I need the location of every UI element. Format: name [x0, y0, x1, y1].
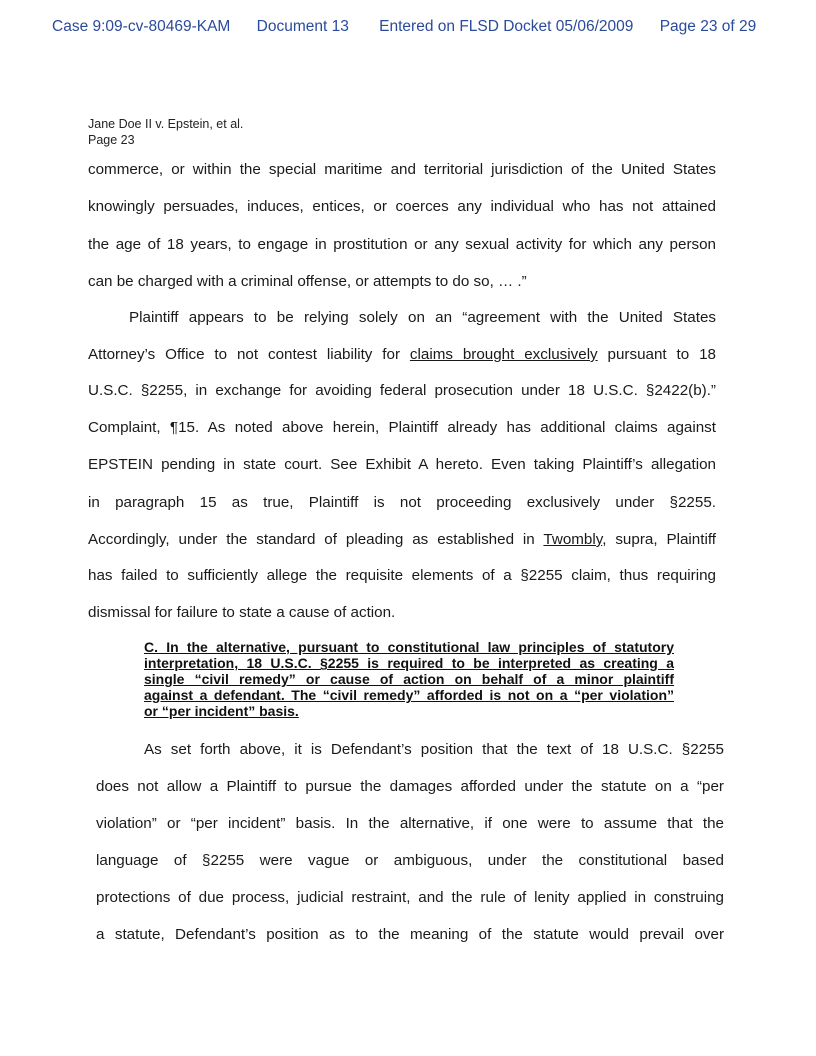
- text-line: a statute, Defendant’s position as to the meaning of the statute would prevail over: [96, 926, 724, 943]
- text-line: U.S.C. §2255, in exchange for avoiding federal prosecution under 18 U.S.C. §2422(b).”: [88, 382, 716, 399]
- docket-case-number: Case 9:09-cv-80469-KAM: [52, 18, 231, 35]
- page-label: Page 23: [88, 133, 135, 147]
- docket-page-count: Page 23 of 29: [659, 18, 757, 35]
- case-citation-twombly: Twombly: [543, 531, 603, 548]
- case-caption: Jane Doe II v. Epstein, et al.: [88, 117, 244, 131]
- text-line: knowingly persuades, induces, entices, or coerces any individual who has not attained: [88, 198, 716, 215]
- docket-document-number: Document 13: [256, 18, 349, 35]
- heading-line: single “civil remedy” or cause of action on behalf of a minor plaintiff: [144, 671, 674, 687]
- text-line: the age of 18 years, to engage in prostitution or any sexual activity for which any person: [88, 236, 716, 253]
- text-line: language of §2255 were vague or ambiguous, under the constitutional based: [96, 852, 724, 869]
- text-segment: pursuant to 18: [597, 346, 716, 363]
- text-line: can be charged with a criminal offense, or attempts to do so, … .”: [88, 273, 527, 290]
- text-line: commerce, or within the special maritime and territorial jurisdiction of the United States: [88, 161, 716, 178]
- text-line: As set forth above, it is Defendant’s position that the text of 18 U.S.C. §2255: [144, 741, 724, 758]
- text-line: has failed to sufficiently allege the requisite elements of a §2255 claim, thus requiring: [88, 567, 716, 584]
- text-line: dismissal for failure to state a cause of action.: [88, 604, 396, 621]
- docket-entered-date: Entered on FLSD Docket 05/06/2009: [379, 18, 634, 35]
- text-line: in paragraph 15 as true, Plaintiff is not proceeding exclusively under §2255.: [88, 494, 716, 511]
- text-segment: , supra, Plaintiff: [602, 531, 716, 548]
- heading-line: against a defendant. The “civil remedy” afforded is not on a “per violation”: [144, 687, 674, 703]
- text-line: Plaintiff appears to be relying solely on an “agreement with the United States: [129, 309, 716, 326]
- running-head: [88, 116, 243, 148]
- text-line: [88, 346, 716, 363]
- text-line: violation” or “per incident” basis. In the alternative, if one were to assume that the: [96, 815, 724, 832]
- heading-line: interpretation, 18 U.S.C. §2255 is required to be interpreted as creating a: [144, 655, 674, 671]
- heading-line: C. In the alternative, pursuant to constitutional law principles of statutory: [144, 639, 674, 655]
- text-line: [88, 531, 716, 548]
- heading-line: or “per incident” basis.: [144, 703, 299, 719]
- text-line: protections of due process, judicial restraint, and the rule of lenity applied in construing: [96, 889, 724, 906]
- text-line: EPSTEIN pending in state court. See Exhibit A hereto. Even taking Plaintiff’s allegation: [88, 456, 716, 473]
- underlined-phrase: claims brought exclusively: [409, 346, 598, 363]
- section-heading-c: [144, 639, 674, 719]
- text-line: does not allow a Plaintiff to pursue the damages afforded under the statute on a “per: [96, 778, 724, 795]
- docket-header: [52, 18, 786, 36]
- text-segment: Accordingly, under the standard of pleading as established in: [88, 531, 544, 548]
- text-line: Complaint, ¶15. As noted above herein, Plaintiff already has additional claims against: [88, 419, 716, 436]
- text-segment: Attorney’s Office to not contest liability for: [88, 346, 410, 363]
